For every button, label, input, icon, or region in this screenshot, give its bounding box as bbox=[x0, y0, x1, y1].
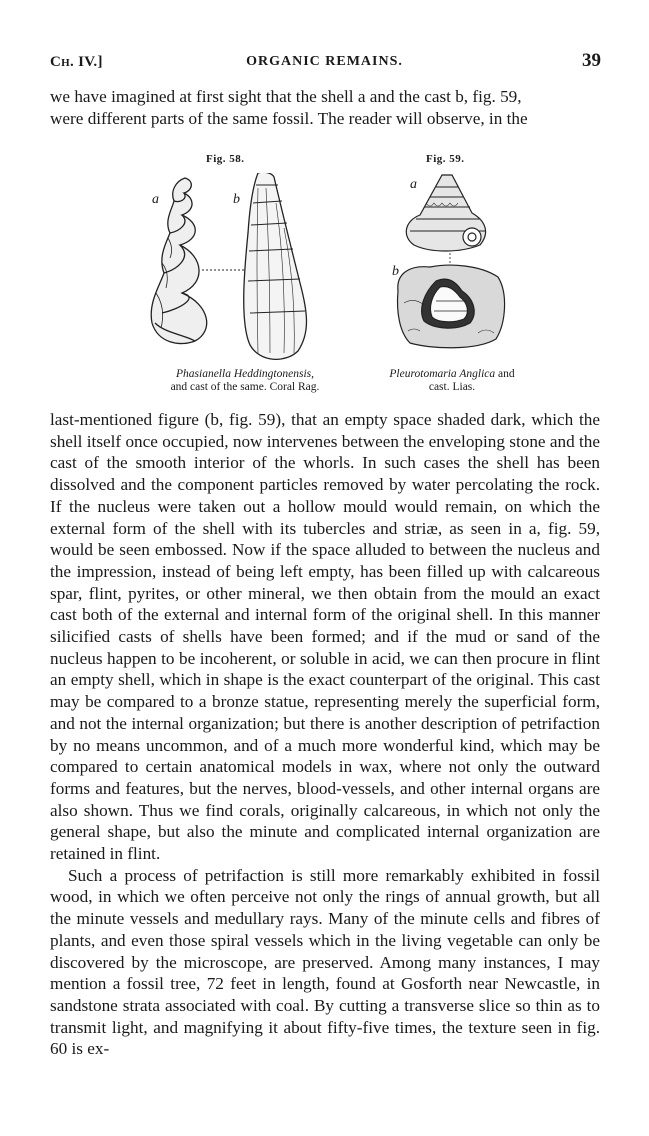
intro-line-2: were different parts of the same fossil. The reader will observe, in the bbox=[50, 108, 528, 128]
fig59-letter-a: a bbox=[410, 177, 417, 192]
fig58-caption-species: Phasianella Heddingtonensis, bbox=[176, 368, 314, 380]
fig58-illustration bbox=[140, 173, 340, 363]
intro-text bbox=[50, 86, 600, 129]
figure-area bbox=[0, 148, 649, 398]
fig58-letter-b: b bbox=[233, 192, 240, 207]
fig59-caption-rest: cast. Lias. bbox=[428, 381, 476, 393]
fig59-caption-and: and bbox=[495, 368, 515, 380]
fig58-label: Fig. 58. bbox=[206, 153, 245, 165]
intro-line-1: we have imagined at first sight that the shell a and the cast b, fig. 59, bbox=[50, 87, 522, 106]
fig59-caption-species: Pleurotomaria Anglica bbox=[389, 368, 496, 380]
fig59-illustration bbox=[390, 173, 510, 363]
fig59-label: Fig. 59. bbox=[426, 153, 465, 165]
fig59-letter-b: b bbox=[392, 264, 399, 279]
main-text bbox=[50, 409, 600, 1060]
page-number: 39 bbox=[582, 50, 601, 71]
fig58-caption bbox=[145, 368, 345, 394]
paragraph-1: last-mentioned figure (b, fig. 59), that an empty space shaded dark, which the shell itself once occupied, now intervenes between the enveloping stone and the cast of the smooth interior of the whorls. In such cases the shell has been dissolved and the component particles removed by water percolating the rock. If the nucleus were taken out a hollow mould would remain, on which the external form of the shell with its tubercles and striæ, as seen in a, fig. 59, would be seen embossed. Now if the space alluded to between the nucleus and the impression, instead of being left empty, has been filled up with calcareous spar, flint, pyrites, or other mineral, we then obtain from the mould an exact cast both of the external and internal form of the original shell. In this manner silicified casts of shells have been formed; and if the mud or sand of the nucleus happen to be incoherent, or soluble in acid, we can then procure in flint an empty shell, which in shape is the exact counterpart of the original. This cast may be compared to a bronze statue, representing merely the superficial form, and not the internal organization; but there is another description of petrifaction by no means uncommon, and of a much more wonderful kind, which may be compared to certain anatomical models in wax, where not only the outward forms and features, but the nerves, blood-vessels, and other internal organs are also shown. Thus we find corals, originally calcareous, in which not only the general shape, but also the minute and complicated internal organization are retained in flint. bbox=[50, 410, 600, 864]
fig58-letter-a: a bbox=[152, 192, 159, 207]
chapter-marker: Ch. IV.] bbox=[50, 54, 103, 70]
fig59-caption bbox=[352, 368, 552, 394]
paragraph-2: Such a process of petrifaction is still more remarkably exhibited in fossil wood, in which we often perceive not only the rings of annual growth, but all the minute vessels and medullary rays. Many of the minute cells and fibres of plants, and even those spiral vessels which in the living vegetable can only be discovered by the microscope, are preserved. Among many instances, I may mention a fossil tree, 72 feet in length, found at Gosforth near Newcastle, in sandstone strata associated with coal. By cutting a transverse slice so thin as to transmit light, and magnifying it about fifty-five times, the texture seen in fig. 60 is ex- bbox=[50, 865, 600, 1059]
running-header bbox=[0, 50, 649, 74]
fig58-caption-rest: and cast of the same. Coral Rag. bbox=[170, 381, 320, 393]
running-title: ORGANIC REMAINS. bbox=[246, 54, 403, 69]
